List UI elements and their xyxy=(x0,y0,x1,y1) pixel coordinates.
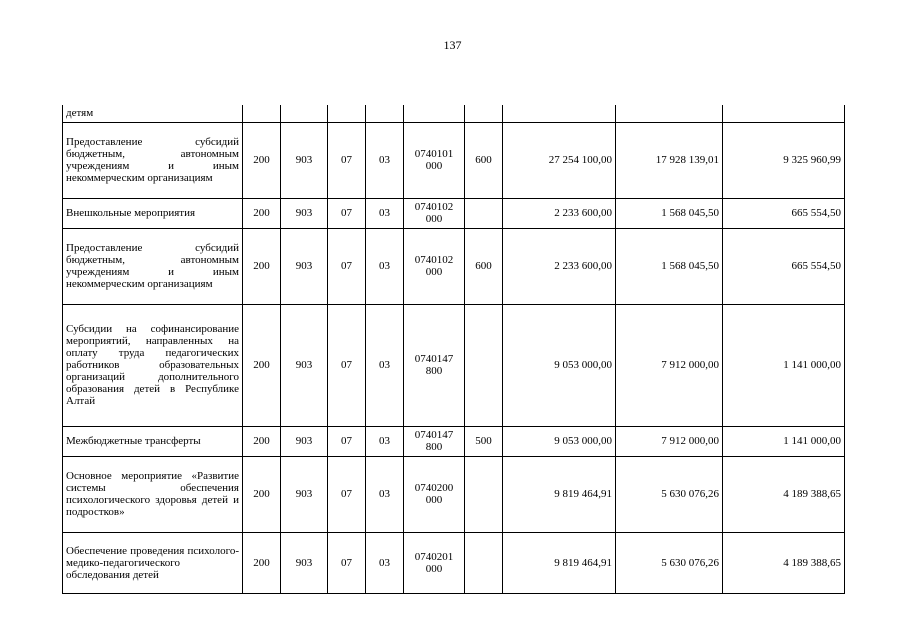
grbs-code: 903 xyxy=(281,532,328,593)
target-code: 0740101 000 xyxy=(404,122,465,198)
row-name: Межбюджетные трансферты xyxy=(63,426,243,456)
row-name: Субсидии на софинансирование мероприятий, направленных на оплату труда педагогических работников образовательных организаций дополнительного образования детей в Республике Алтай xyxy=(63,304,243,426)
expense-type xyxy=(465,105,503,122)
expense-type xyxy=(465,532,503,593)
section-code: 07 xyxy=(328,426,366,456)
table-row xyxy=(63,426,845,456)
target-code xyxy=(404,105,465,122)
subsection-code xyxy=(366,105,404,122)
executed-amount: 7 912 000,00 xyxy=(616,426,723,456)
executed-amount xyxy=(616,105,723,122)
expense-type: 500 xyxy=(465,426,503,456)
subsection-code: 03 xyxy=(366,228,404,304)
section-code: 07 xyxy=(328,456,366,532)
grbs-code: 903 xyxy=(281,122,328,198)
expense-type: 600 xyxy=(465,228,503,304)
remainder-amount: 665 554,50 xyxy=(723,228,845,304)
target-code: 0740102 000 xyxy=(404,228,465,304)
remainder-amount: 1 141 000,00 xyxy=(723,304,845,426)
executed-amount: 5 630 076,26 xyxy=(616,532,723,593)
admin-code: 200 xyxy=(243,304,281,426)
section-code: 07 xyxy=(328,532,366,593)
grbs-code: 903 xyxy=(281,198,328,228)
subsection-code: 03 xyxy=(366,532,404,593)
expense-type xyxy=(465,198,503,228)
row-name: Предоставление субсидий бюджетным, автономным учреждениям и иным некоммерческим организациям xyxy=(63,122,243,198)
section-code: 07 xyxy=(328,122,366,198)
target-code: 0740147 800 xyxy=(404,304,465,426)
table-row xyxy=(63,198,845,228)
section-code: 07 xyxy=(328,228,366,304)
executed-amount: 17 928 139,01 xyxy=(616,122,723,198)
admin-code: 200 xyxy=(243,228,281,304)
row-name: Предоставление субсидий бюджетным, автономным учреждениям и иным некоммерческим организациям xyxy=(63,228,243,304)
remainder-amount: 9 325 960,99 xyxy=(723,122,845,198)
admin-code: 200 xyxy=(243,532,281,593)
grbs-code: 903 xyxy=(281,426,328,456)
executed-amount: 5 630 076,26 xyxy=(616,456,723,532)
remainder-amount: 665 554,50 xyxy=(723,198,845,228)
target-code: 0740201 000 xyxy=(404,532,465,593)
plan-amount: 9 053 000,00 xyxy=(503,426,616,456)
admin-code: 200 xyxy=(243,426,281,456)
target-code: 0740102 000 xyxy=(404,198,465,228)
grbs-code xyxy=(281,105,328,122)
subsection-code: 03 xyxy=(366,456,404,532)
row-name: Внешкольные мероприятия xyxy=(63,198,243,228)
plan-amount xyxy=(503,105,616,122)
admin-code: 200 xyxy=(243,122,281,198)
remainder-amount: 4 189 388,65 xyxy=(723,456,845,532)
plan-amount: 27 254 100,00 xyxy=(503,122,616,198)
section-code xyxy=(328,105,366,122)
executed-amount: 7 912 000,00 xyxy=(616,304,723,426)
table-row xyxy=(63,304,845,426)
target-code: 0740200 000 xyxy=(404,456,465,532)
plan-amount: 9 819 464,91 xyxy=(503,532,616,593)
grbs-code: 903 xyxy=(281,456,328,532)
plan-amount: 2 233 600,00 xyxy=(503,228,616,304)
target-code: 0740147 800 xyxy=(404,426,465,456)
expense-type xyxy=(465,456,503,532)
section-code: 07 xyxy=(328,198,366,228)
grbs-code: 903 xyxy=(281,304,328,426)
table-row xyxy=(63,228,845,304)
subsection-code: 03 xyxy=(366,198,404,228)
page-number: 137 xyxy=(443,38,462,52)
row-name: детям xyxy=(63,105,243,122)
plan-amount: 9 819 464,91 xyxy=(503,456,616,532)
table-row xyxy=(63,456,845,532)
subsection-code: 03 xyxy=(366,426,404,456)
remainder-amount: 1 141 000,00 xyxy=(723,426,845,456)
table-row xyxy=(63,532,845,593)
plan-amount: 2 233 600,00 xyxy=(503,198,616,228)
executed-amount: 1 568 045,50 xyxy=(616,198,723,228)
admin-code: 200 xyxy=(243,456,281,532)
plan-amount: 9 053 000,00 xyxy=(503,304,616,426)
remainder-amount: 4 189 388,65 xyxy=(723,532,845,593)
admin-code xyxy=(243,105,281,122)
grbs-code: 903 xyxy=(281,228,328,304)
section-code: 07 xyxy=(328,304,366,426)
expense-type xyxy=(465,304,503,426)
expense-type: 600 xyxy=(465,122,503,198)
admin-code: 200 xyxy=(243,198,281,228)
table-row xyxy=(63,105,845,122)
remainder-amount xyxy=(723,105,845,122)
budget-table xyxy=(62,105,845,594)
subsection-code: 03 xyxy=(366,122,404,198)
row-name: Обеспечение проведения психолого-медико-педагогического обследования детей xyxy=(63,532,243,593)
table-row xyxy=(63,122,845,198)
subsection-code: 03 xyxy=(366,304,404,426)
row-name: Основное мероприятие «Развитие системы обеспечения психологического здоровья детей и подростков» xyxy=(63,456,243,532)
executed-amount: 1 568 045,50 xyxy=(616,228,723,304)
